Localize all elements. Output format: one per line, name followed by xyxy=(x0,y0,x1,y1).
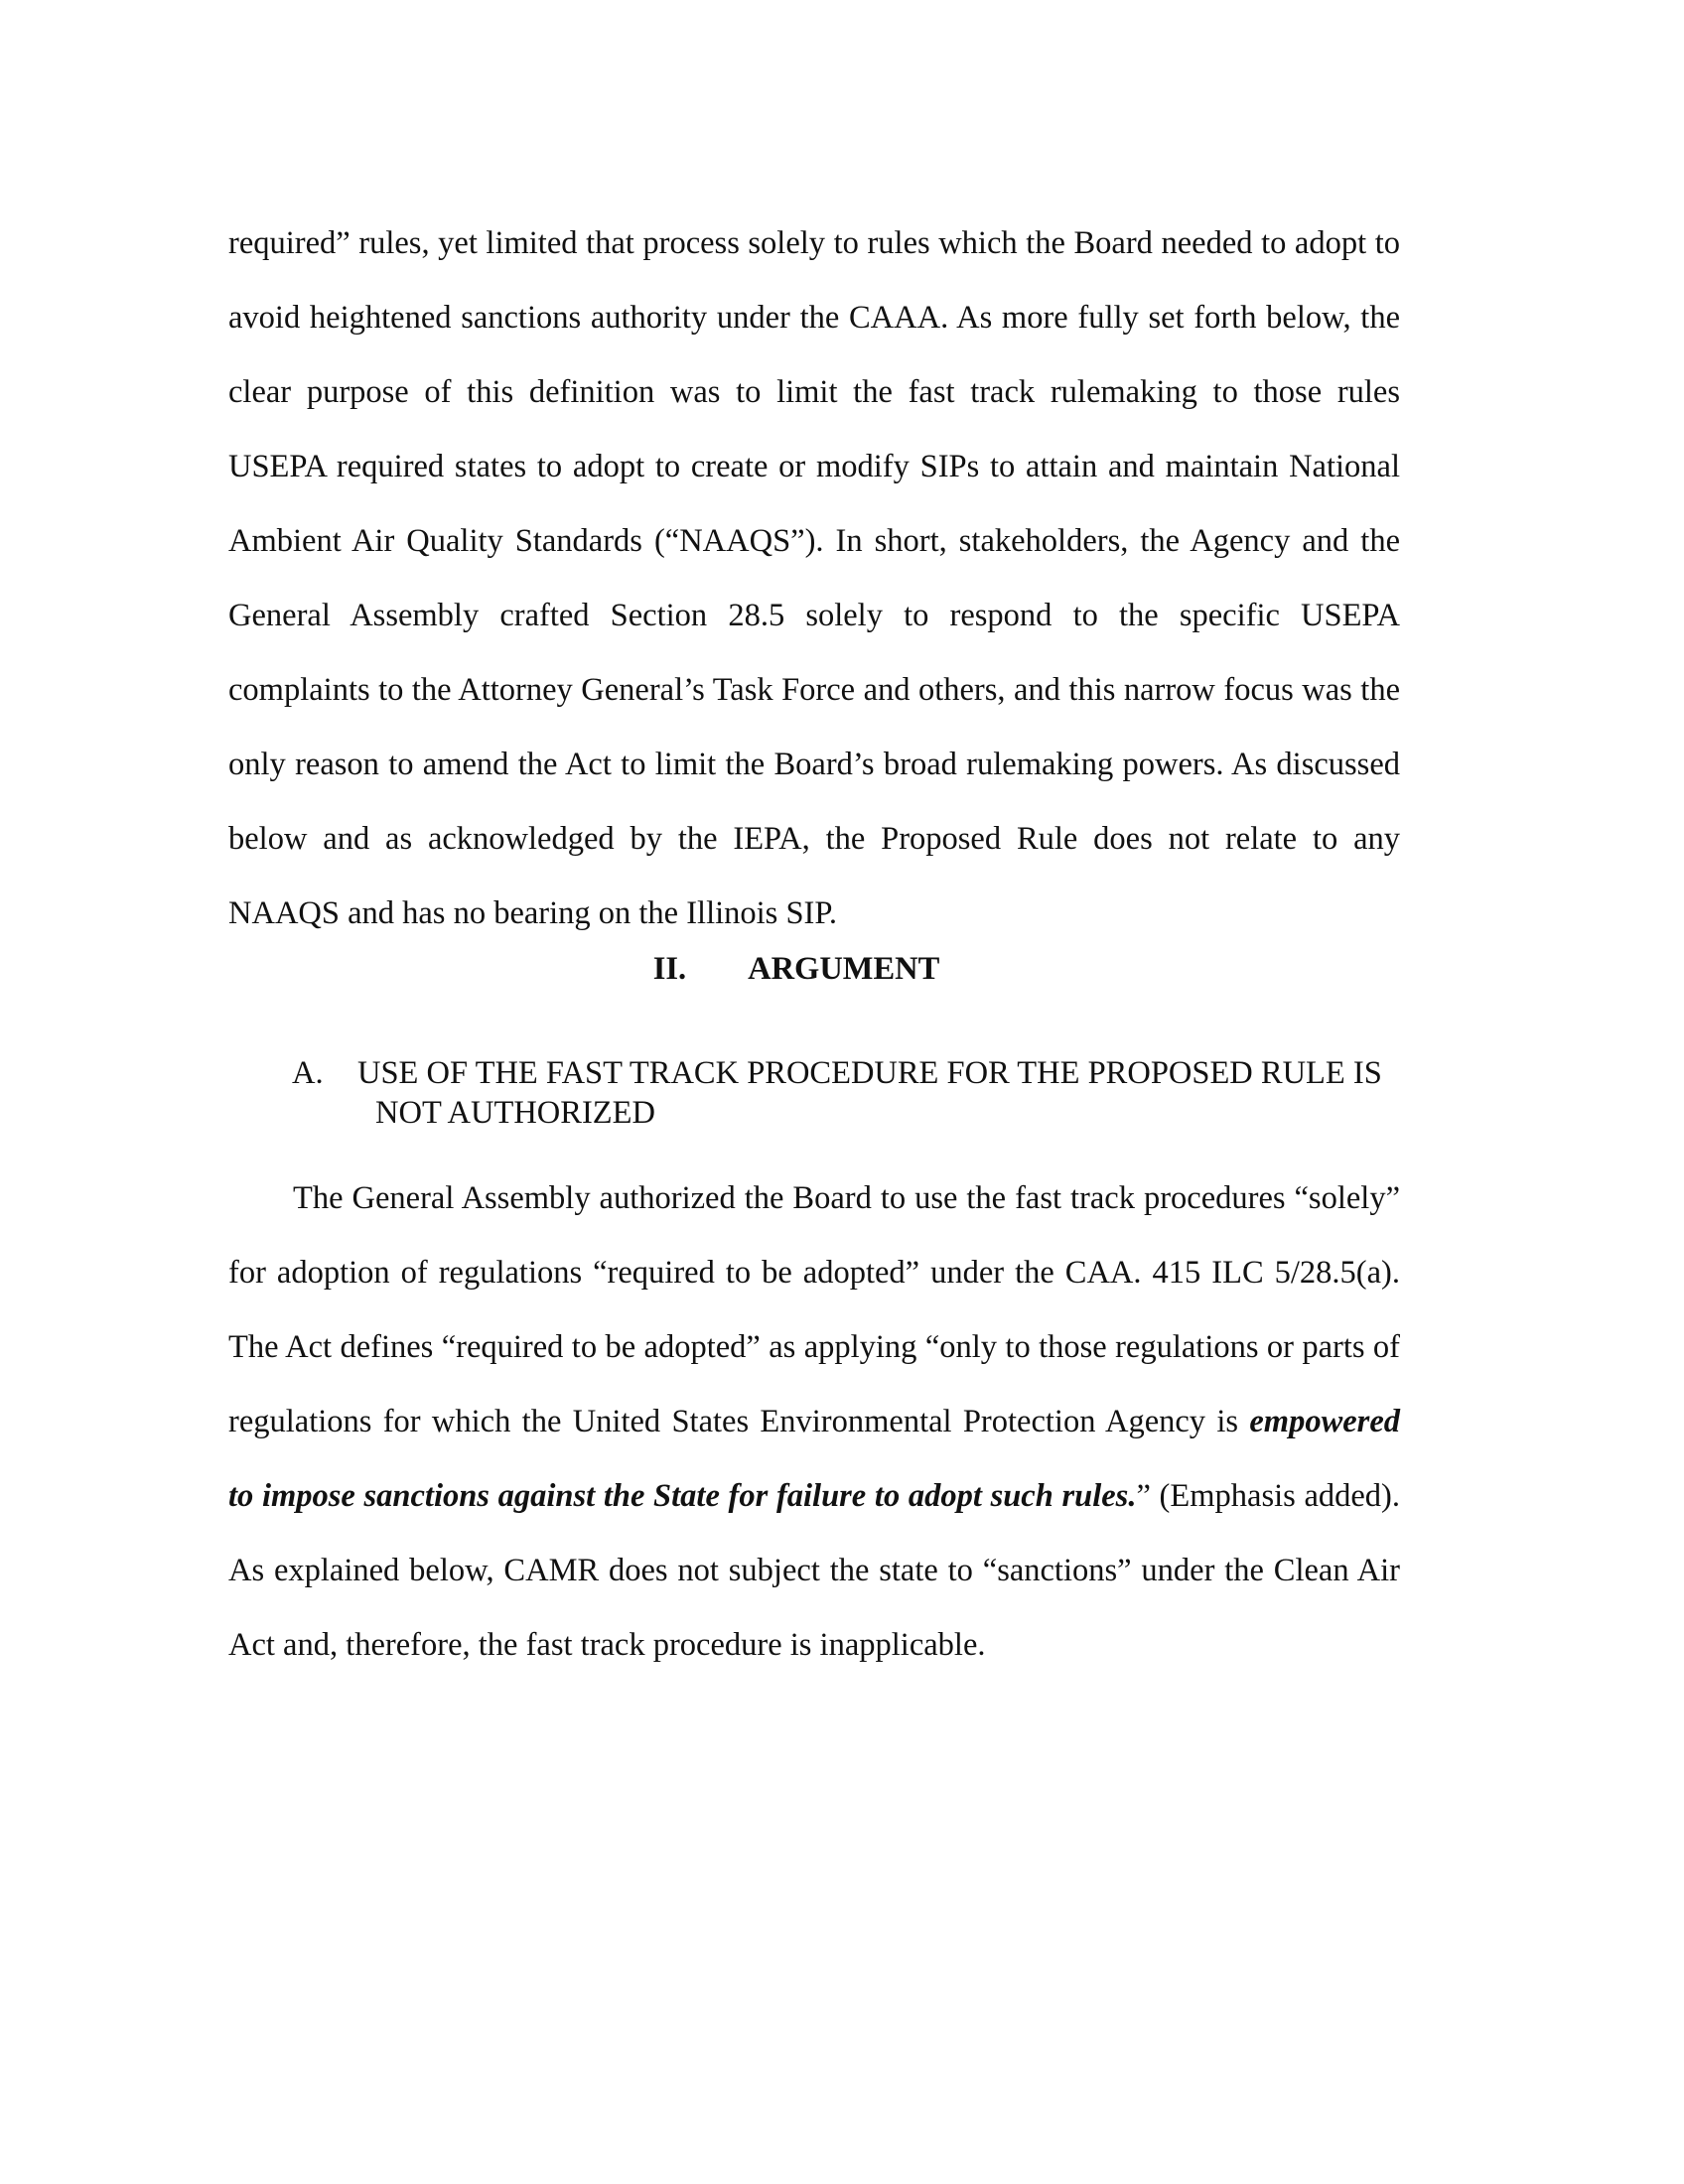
subsection-title-line-1: USE OF THE FAST TRACK PROCEDURE FOR THE PROPOSED RULE IS xyxy=(357,1055,1382,1091)
subsection-heading xyxy=(292,1053,1404,1133)
section-numeral: II. xyxy=(652,951,687,987)
subsection-marker: A. xyxy=(292,1055,324,1091)
section-heading xyxy=(0,949,1684,989)
body-paragraph-argument xyxy=(228,1161,1400,1683)
argument-text-tail: ” (Emphasis added). As explained below, CAMR does not subject the state to “sanctions” under the Clean Air Act and, therefore, the fast track procedure is inapplicable. xyxy=(228,1478,1400,1663)
argument-text-emphasis: empowered to impose sanctions against the State for failure to adopt such rules. xyxy=(228,1404,1400,1514)
section-title: ARGUMENT xyxy=(748,951,940,987)
argument-text-lead: The General Assembly authorized the Board to use the fast track procedures “solely” for adoption of regulations “required to be adopted” under the CAA. 415 ILC 5/28.5(a). The Act defines “required to be adopted” as applying “only to those regulations or parts of regulations for which the United States Environmental Protection Agency is xyxy=(228,1180,1400,1439)
body-paragraph-intro: required” rules, yet limited that process solely to rules which the Board needed to adopt to avoid heightened sanctions authority under the CAAA. As more fully set forth below, the clear purpose of this definition was to limit the fast track rulemaking to those rules USEPA required states to adopt to create or modify SIPs to attain and maintain National Ambient Air Quality Standards (“NAAQS”). In short, stakeholders, the Agency and the General Assembly crafted Section 28.5 solely to respond to the specific USEPA complaints to the Attorney General’s Task Force and others, and this narrow focus was the only reason to amend the Act to limit the Board’s broad rulemaking powers. As discussed below and as acknowledged by the IEPA, the Proposed Rule does not relate to any NAAQS and has no bearing on the Illinois SIP. xyxy=(228,225,1400,931)
subsection-title-line-2: NOT AUTHORIZED xyxy=(375,1095,655,1131)
